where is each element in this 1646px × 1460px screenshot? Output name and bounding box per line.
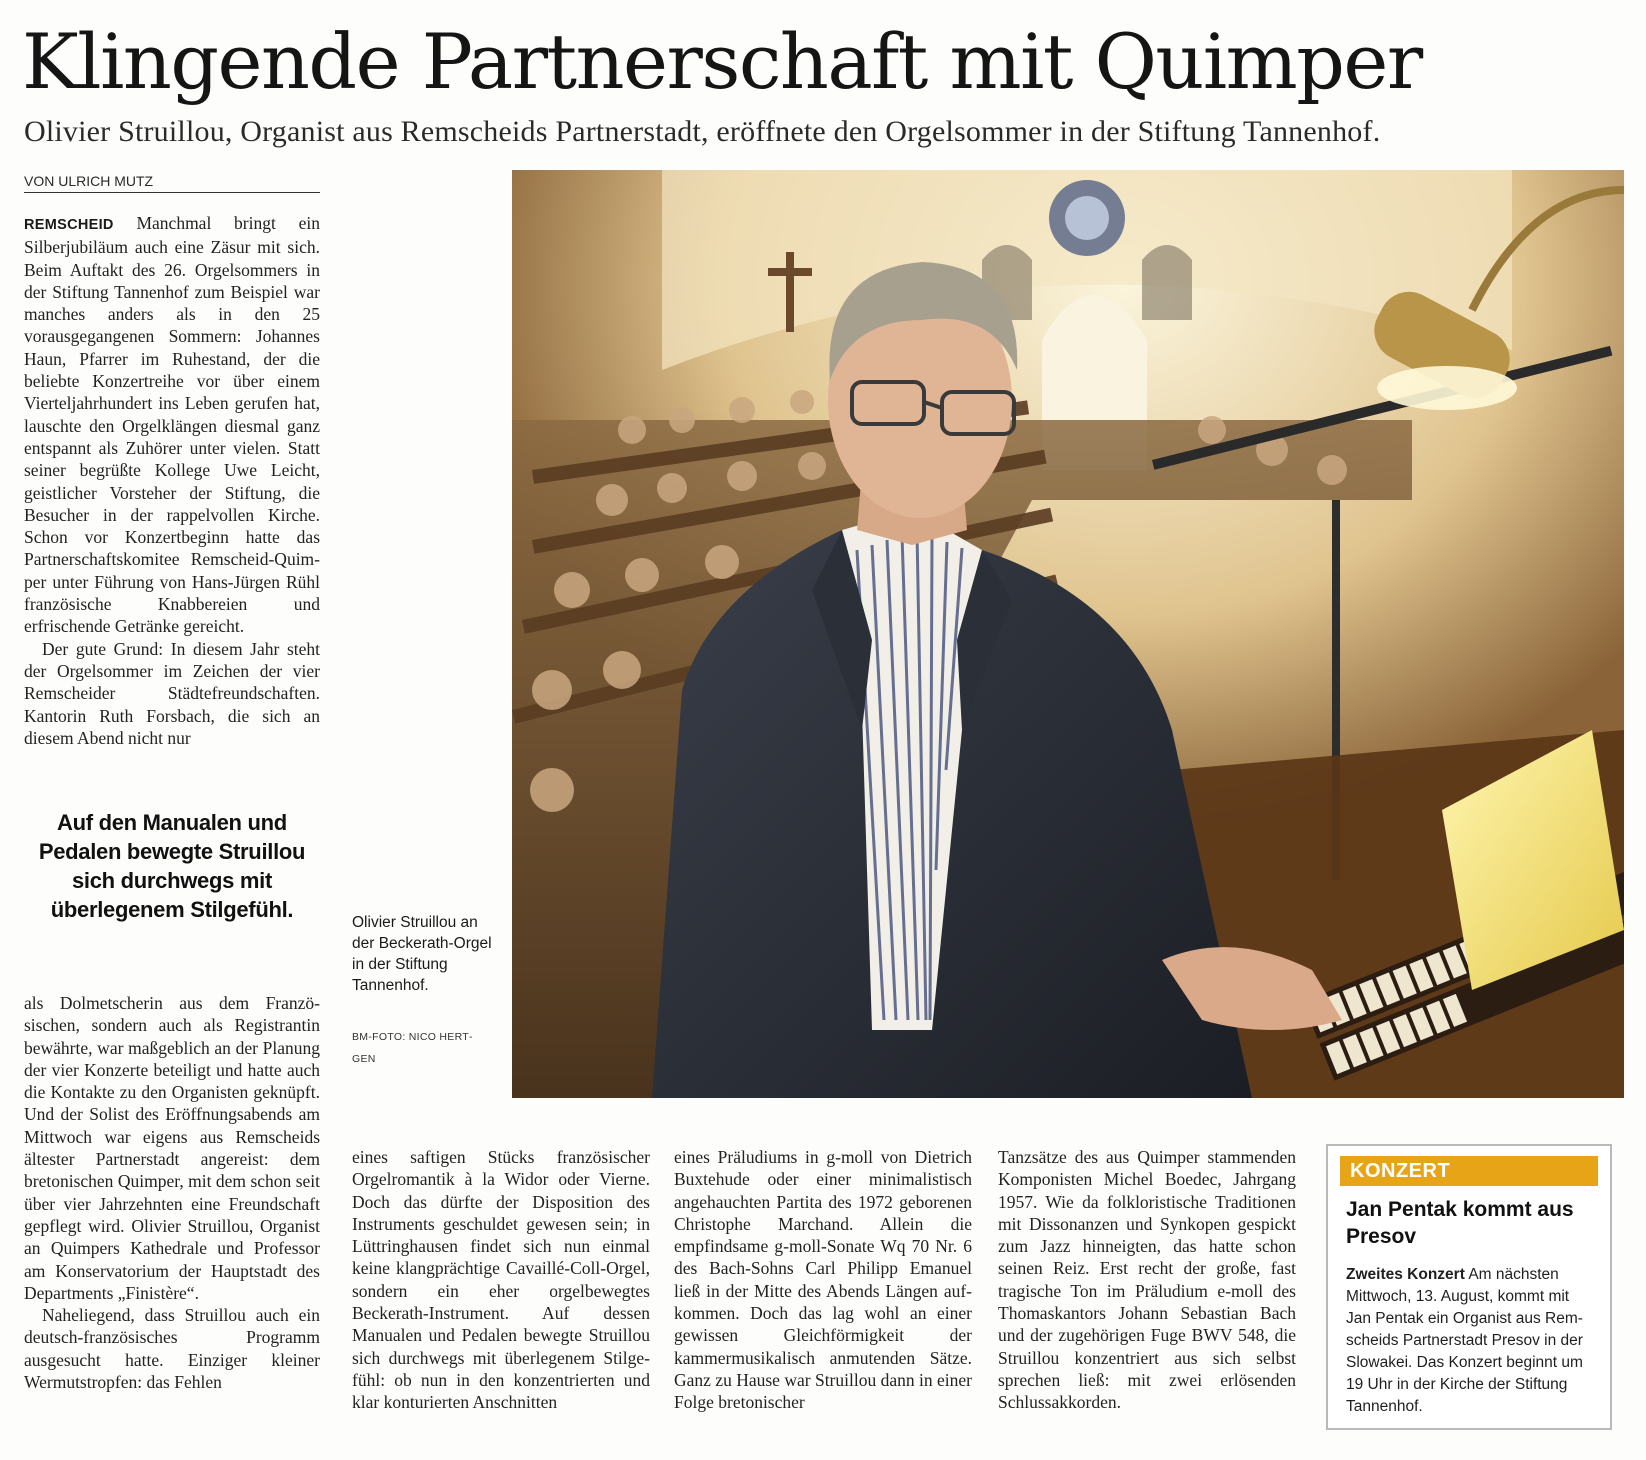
article-column-4 (998, 1146, 1296, 1436)
paragraph: Der gute Grund: In diesem Jahr steht der Orgelsommer im Zeichen der vier Remscheider Städtefreundschaften. Kantorin Ruth Forsbach, die sich an diesem Abend nicht nur (24, 638, 320, 748)
paragraph: eines Präludiums in g-moll von Dietrich Buxtehude oder einer minimalistisch angehauchten Partita des 1972 geborenen Christophe Marchand. Allein die empfindsame g-moll-Sonate Wq 70 Nr. 6 des Bach-Sohns Carl Philipp Emanuel ließ in der Mitte des Abends Längen aufkommen. Doch das lag wohl an einer gewissen Gleichförmigkeit der kammermusikalisch anmutenden Sätze. Ganz zu Hause war Struillou dann in einer Folge bretonischer (674, 1147, 972, 1413)
headline: Klingende Partnerschaft mit Quimper (22, 17, 1422, 106)
byline: VON ULRICH MUTZ (24, 172, 320, 193)
article-column-2 (352, 1146, 650, 1436)
info-box-tag: KONZERT (1340, 1156, 1598, 1186)
paragraph-text: Manchmal bringt ein Silberjubiläum auch eine Zäsur mit sich. Beim Auftakt des 26. Orgelsommers in der Stiftung Tannenhof zum Beispiel war manches anders als in den 25 vorausgegangenen Sommern: Johannes Haun, Pfarrer im Ruhestand, der die beliebte Konzertreihe vor über einem Vierteljahrhundert ins Leben gerufen hat, lauschte den Orgelklängen diesmal ganz entspannt als Zuhörer unter vielen. Statt seiner begrüßte Kollege Uwe Leicht, geistlicher Vorsteher der Stiftung, die Besucher in der rappelvollen Kirche. Schon vor Konzertbeginn hatte das Partnerschaftskomitee Remscheid-Quimper unter Führung von Hans-Jürgen Rühl französische Knabbereien und erfrischende Getränke gereicht. (24, 213, 320, 637)
article-column-1-top (24, 212, 320, 792)
info-box (1326, 1144, 1612, 1430)
paragraph: als Dolmetscherin aus dem Französischen, sondern auch als Registrantin bewährte, war maßgeblich an der Planung der vier Konzerte beteiligt und hatte auch die Kontakte zu den Organisten geknüpft. Und der Solist des Eröffnungsabends am Mittwoch war eigens aus Remscheids ältester Partnerstadt angereist: dem bretonischen Quimper, mit dem schon seit über vier Jahrzehnten eine Freundschaft gepflegt wird. Olivier Struillou, Organist an Quimpers Kathedrale und Professor am Konservatorium der Hauptstadt des Departments „Finistère“. (24, 993, 320, 1303)
dateline: REMSCHEID (24, 217, 114, 233)
info-box-lead: Zweites Konzert (1346, 1266, 1465, 1283)
photo-credit: BM-FOTO: NICO HERTGEN (352, 1031, 473, 1065)
article-photo (512, 170, 1624, 1098)
photo-caption: Olivier Struillou an der Beckerath-Orgel in der Stiftung Tannenhof. (352, 914, 492, 994)
article-column-3 (674, 1146, 972, 1436)
info-box-title: Jan Pentak kommt aus Presov (1346, 1198, 1574, 1248)
pull-quote: Auf den Manualen und Pedalen bewegte Struillou sich durchwegs mit überlegenem Stilgefühl. (38, 810, 306, 922)
info-box-body (1346, 1264, 1596, 1418)
info-box-text: Am nächsten Mittwoch, 13. August, kommt mit Jan Pentak ein Organist aus Remscheids Partnerstadt Presov in der Slowakei. Das Konzert beginnt um 19 Uhr in der Kirche der Stiftung Tannenhof. (1346, 1266, 1583, 1415)
organist-photo-illustration (512, 170, 1624, 1098)
article-column-1-bottom (24, 992, 320, 1437)
paragraph: Naheliegend, dass Struillou auch ein deutsch-französisches Programm ausgesucht hatte. Einziger kleiner Wermutstropfen: das Fehlen (24, 1305, 320, 1393)
paragraph (24, 212, 320, 638)
paragraph: Tanzsätze des aus Quimper stammenden Komponisten Michel Boedec, Jahrgang 1957. Wie da folkloristische Traditionen mit Dissonanzen und Synkopen gespickt zum Jazz hinneigten, das hatte schon seinen Reiz. Erst recht der große, fast tragische Ton im Präludium e-moll des Thomaskantors Johann Sebastian Bach und der zugehörigen Fuge BWV 548, die Struillou konzentriert aus sich selbst sprechen ließ: mit zwei erlösenden Schlussakkorden. (998, 1147, 1296, 1413)
paragraph: eines saftigen Stücks französischer Orgelromantik à la Widor oder Vierne. Doch das dürfte der Disposition des Instruments geschuldet gewesen sein; in Lüttringhausen findet sich nun einmal keine klangprächtige Cavaillé-Coll-Orgel, sondern ein eher orgelbewegtes Beckerath-Instrument. Auf dessen Manualen und Pedalen bewegte Struillou sich durchwegs mit überlegenem Stilgefühl: ob nun in den konzentrierten und klar konturierten Anschnitten (352, 1147, 650, 1413)
subheadline: Olivier Struillou, Organist aus Remscheids Partnerstadt, eröffnete den Orgelsommer in der Stiftung Tannenhof. (24, 115, 1381, 148)
